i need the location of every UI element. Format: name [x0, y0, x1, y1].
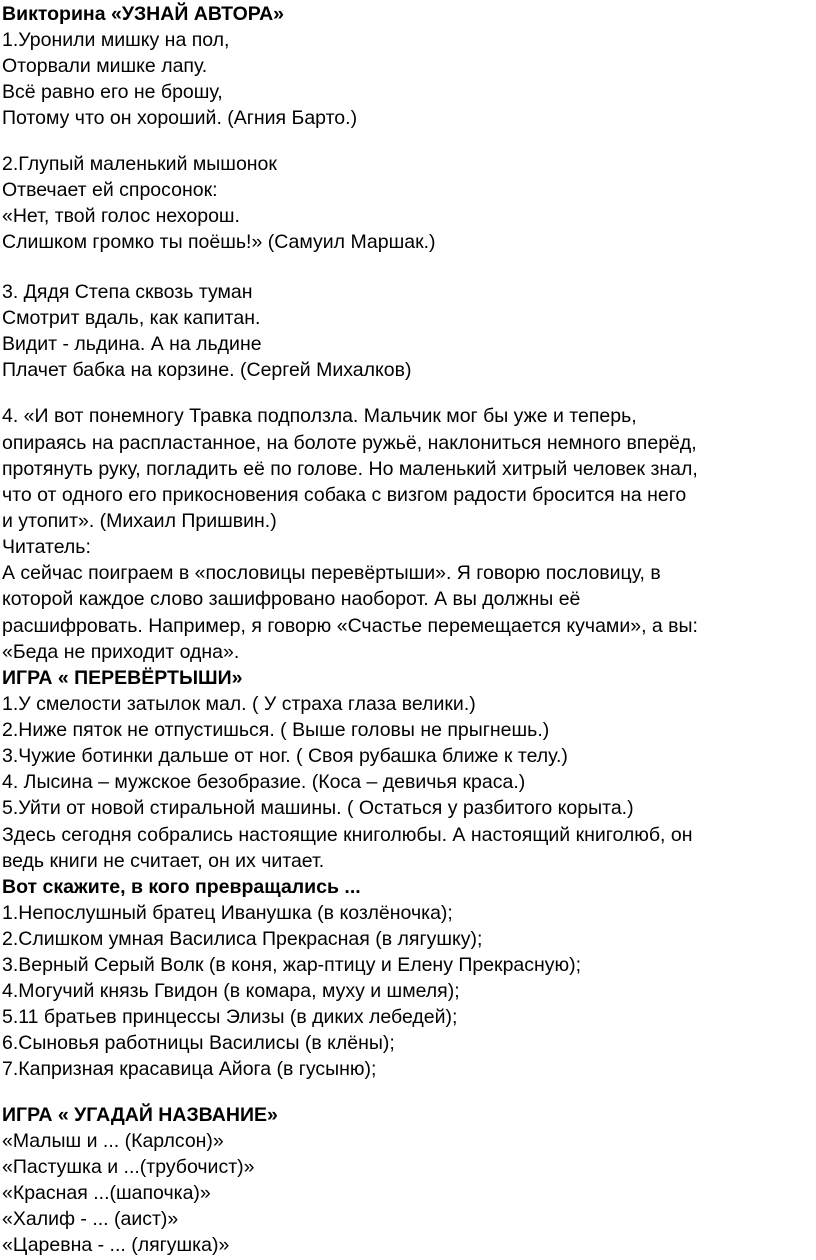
passage-4-line-2: опираясь на распластанное, на болоте ружьё, наклониться немного вперёд, [2, 432, 697, 454]
poem-2-line-4: Слишком громко ты поёшь!» (Самуил Маршак.) [2, 231, 436, 253]
title-item: «Халиф - ... (аист)» [2, 1208, 179, 1230]
quiz-title: Викторина «УЗНАЙ АВТОРА» [2, 3, 284, 25]
game-guess-title-heading: ИГРА « УГАДАЙ НАЗВАНИЕ» [2, 1104, 278, 1126]
title-item: «Малыш и ... (Карлсон)» [2, 1130, 224, 1152]
passage-4-line-3: протянуть руку, погладить её по голове. Но маленький хитрый человек знал, [2, 458, 698, 480]
passage-4-line-5: и утопит». (Михаил Пришвин.) [2, 510, 277, 532]
poem-2-line-1: 2.Глупый маленький мышонок [2, 153, 277, 175]
proverb-item: 5.Уйти от новой стиральной машины. ( Остаться у разбитого корыта.) [2, 797, 634, 819]
passage-4-line-4: что от одного его прикосновения собака с визгом радости бросится на него [2, 484, 687, 506]
intro-line-4: «Беда не приходит одна». [2, 641, 240, 663]
title-item: «Пастушка и ...(трубочист)» [2, 1156, 255, 1178]
poem-1-line-3: Всё равно его не брошу, [2, 81, 223, 103]
poem-2-line-3: «Нет, твой голос нехорош. [2, 205, 240, 227]
intro-line-1: А сейчас поиграем в «пословицы перевёртыши». Я говорю пословицу, в [2, 562, 661, 584]
transformation-item: 6.Сыновья работницы Василисы (в клёны); [2, 1032, 395, 1054]
passage-4-line-1: 4. «И вот понемногу Травка подползла. Мальчик мог бы уже и теперь, [2, 405, 637, 427]
intro-line-2: которой каждое слово зашифровано наоборот. А вы должны её [2, 588, 581, 610]
proverb-item: 2.Ниже пяток не отпустишься. ( Выше головы не прыгнешь.) [2, 719, 550, 741]
title-item: «Царевна - ... (лягушка)» [2, 1234, 230, 1256]
proverb-item: 4. Лысина – мужское безобразие. (Коса – девичья краса.) [2, 771, 526, 793]
poem-3-line-2: Смотрит вдаль, как капитан. [2, 307, 261, 329]
transformation-item: 5.11 братьев принцессы Элизы (в диких лебедей); [2, 1006, 458, 1028]
poem-3-line-3: Видит - льдина. А на льдине [2, 333, 262, 355]
transformation-item: 3.Верный Серый Волк (в коня, жар-птицу и Елену Прекрасную); [2, 954, 582, 976]
booklovers-line-2: ведь книги не считает, он их читает. [2, 850, 325, 872]
proverb-item: 1.У смелости затылок мал. ( У страха глаза велики.) [2, 693, 476, 715]
poem-1-line-4: Потому что он хороший. (Агния Барто.) [2, 107, 358, 129]
booklovers-line-1: Здесь сегодня собрались настоящие книголюбы. А настоящий книголюб, он [2, 824, 693, 846]
reader-label: Читатель: [2, 536, 91, 558]
transformations-heading: Вот скажите, в кого превращались ... [2, 876, 361, 898]
poem-2-line-2: Отвечает ей спросонок: [2, 179, 218, 201]
transformation-item: 7.Капризная красавица Айога (в гусыню); [2, 1058, 377, 1080]
game-perevertyshi-heading: ИГРА « ПЕРЕВЁРТЫШИ» [2, 667, 243, 689]
intro-line-3: расшифровать. Например, я говорю «Счастье перемещается кучами», а вы: [2, 615, 698, 637]
poem-1-line-1: 1.Уронили мишку на пол, [2, 29, 230, 51]
title-item: «Красная ...(шапочка)» [2, 1182, 211, 1204]
transformation-item: 2.Слишком умная Василиса Прекрасная (в лягушку); [2, 928, 483, 950]
proverb-item: 3.Чужие ботинки дальше от ног. ( Своя рубашка ближе к телу.) [2, 745, 568, 767]
transformation-item: 4.Могучий князь Гвидон (в комара, муху и шмеля); [2, 980, 460, 1002]
poem-3-line-4: Плачет бабка на корзине. (Сергей Михалков) [2, 359, 412, 381]
poem-3-line-1: 3. Дядя Степа сквозь туман [2, 281, 253, 303]
transformation-item: 1.Непослушный братец Иванушка (в козлёночка); [2, 902, 453, 924]
poem-1-line-2: Оторвали мишке лапу. [2, 55, 208, 77]
